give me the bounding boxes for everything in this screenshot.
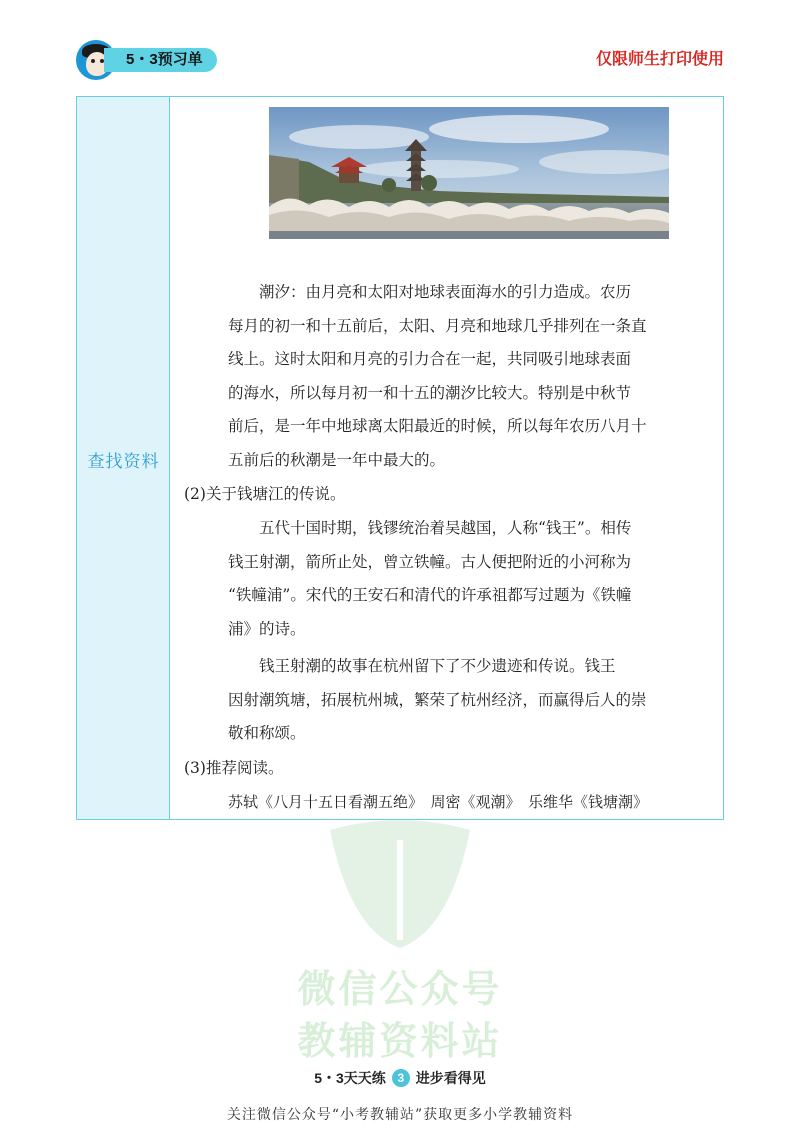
side-column (77, 97, 170, 819)
text-line: 的海水，所以每月初一和十五的潮汐比较大。特别是中秋节 (228, 383, 632, 402)
text-line: 五代十国时期，钱镠统治着吴越国，人称“钱王”。相传 (259, 519, 632, 537)
legend-heading: (2)关于钱塘江的传说。 (184, 485, 346, 503)
side-label: 查找资料 (87, 452, 160, 471)
text-line: 浦》的诗。 (228, 619, 306, 638)
page-footer (0, 1068, 800, 1088)
text-line: 钱王射潮的故事在杭州留下了不少遗迹和传说。钱王 (259, 657, 616, 675)
page-header (0, 0, 800, 92)
text-line: “铁幢浦”。宋代的王安石和清代的许承祖都写过题为《铁幢 (228, 586, 632, 604)
series-label: 5・3预习单 (104, 48, 217, 72)
text-line: 前后，是一年中地球离太阳最近的时候，所以每年农历八月十 (228, 417, 647, 435)
page-number: 3 (392, 1069, 410, 1087)
tide-photo (269, 107, 669, 239)
text-line: 五前后的秋潮是一年中最大的。 (228, 450, 446, 469)
promo-text: 关注微信公众号“小考教辅站”获取更多小学教辅资料 (226, 1107, 574, 1123)
text-line: 潮汐：由月亮和太阳对地球表面海水的引力造成。农历 (259, 283, 632, 301)
footer-series: 5・3天天练 (314, 1070, 386, 1086)
text-line: 敬和称颂。 (228, 724, 306, 742)
text-line: 钱王射潮，箭所止处，曾立铁幢。古人便把附近的小河称为 (228, 552, 632, 571)
restriction-notice: 仅限师生打印使用 (595, 51, 724, 68)
tide-explanation (228, 276, 647, 477)
text-line: 每月的初一和十五前后，太阳、月亮和地球几乎排列在一条直 (228, 316, 647, 335)
reading-heading: (3)推荐阅读。 (184, 759, 284, 777)
reading-list: 苏轼《八月十五日看潮五绝》 周密《观潮》 乐维华《钱塘潮》 (228, 793, 649, 811)
watermark-line-1: 微信公众号 (297, 969, 503, 1011)
legend-paragraph-2 (228, 650, 647, 751)
text-line: 线上。这时太阳和月亮的引力合在一起，共同吸引地球表面 (228, 350, 632, 368)
legend-paragraph-1 (228, 512, 631, 646)
watermark-line-2: 教辅资料站 (297, 1021, 503, 1063)
watermark-logo-icon (300, 820, 500, 950)
footer-slogan: 进步看得见 (415, 1070, 486, 1086)
text-line: 因射潮筑塘，拓展杭州城，繁荣了杭州经济，而赢得后人的崇 (228, 690, 647, 709)
